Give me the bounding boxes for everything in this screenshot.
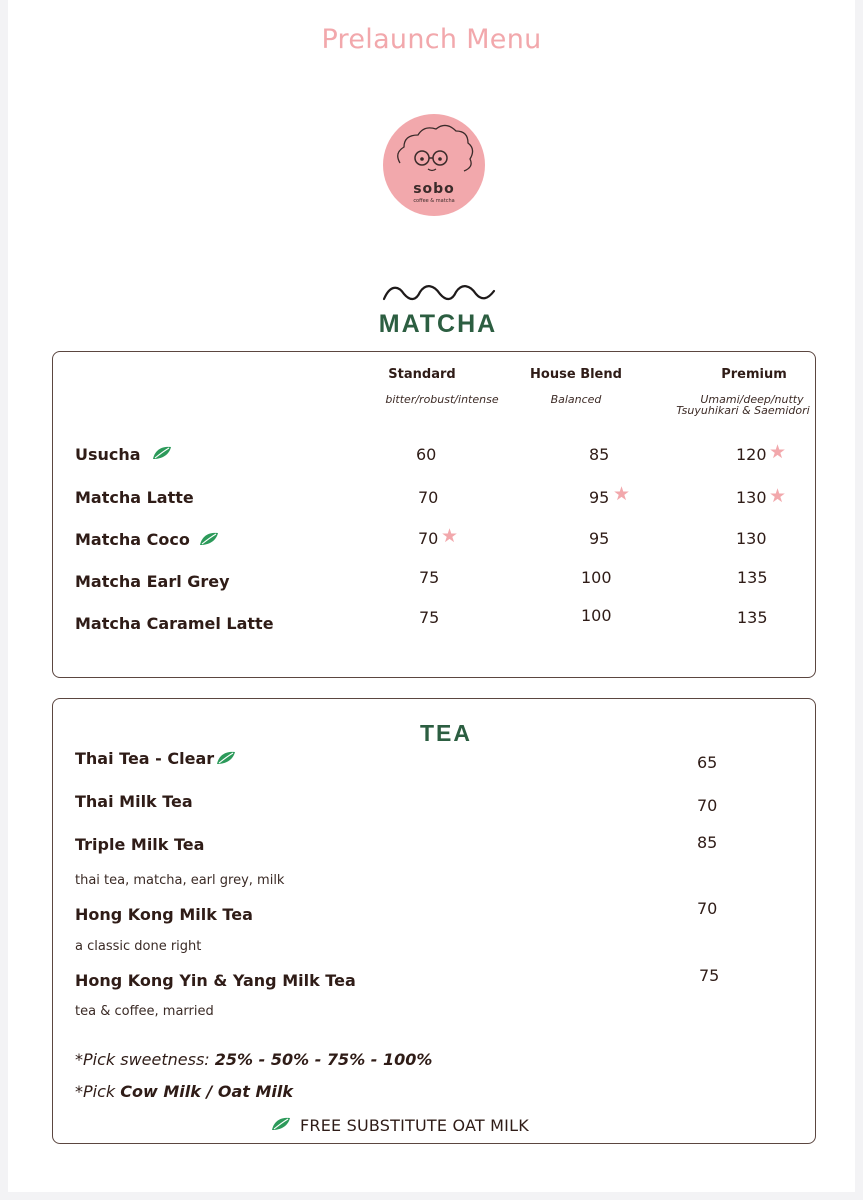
milk-note	[75, 1082, 293, 1101]
logo-text: sobo	[413, 181, 455, 197]
price-house-blend: 85	[589, 445, 610, 464]
leaf-icon	[271, 1117, 291, 1131]
tea-item-desc: a classic done right	[75, 939, 202, 954]
milk-options: Cow Milk / Oat Milk	[120, 1082, 293, 1101]
tea-item-desc: tea & coffee, married	[75, 1004, 214, 1019]
tea-price: 85	[697, 833, 718, 852]
price-standard: 70	[418, 488, 439, 507]
price-premium: 130	[736, 488, 767, 507]
price-house-blend: 100	[581, 568, 612, 587]
price-premium: 135	[737, 608, 768, 627]
price-premium: 130	[736, 529, 767, 548]
matcha-item-name: Matcha Coco	[75, 530, 190, 549]
leaf-icon	[152, 446, 172, 460]
price-house-blend: 95	[589, 488, 610, 507]
tea-heading: TEA	[420, 720, 472, 746]
price-house-blend: 95	[589, 529, 610, 548]
tea-item-name: Hong Kong Yin & Yang Milk Tea	[75, 971, 356, 990]
col-house-blend-sub: Balanced	[550, 393, 602, 406]
price-standard: 60	[416, 445, 437, 464]
matcha-heading: MATCHA	[378, 310, 498, 338]
leaf-icon	[199, 532, 219, 546]
price-standard: 70	[418, 529, 439, 548]
matcha-item-name: Matcha Caramel Latte	[75, 614, 274, 633]
price-premium: 120	[736, 445, 767, 464]
tea-price: 75	[699, 966, 720, 985]
tea-item-name: Triple Milk Tea	[75, 835, 205, 854]
price-premium: 135	[737, 568, 768, 587]
price-standard: 75	[419, 608, 440, 627]
col-premium-sub: Umami/deep/nutty	[700, 393, 804, 406]
tea-item-name: Thai Tea - Clear	[75, 749, 215, 768]
tea-item-name: Thai Milk Tea	[75, 792, 193, 811]
leaf-icon	[216, 751, 236, 765]
col-standard-sub: bitter/robust/intense	[385, 393, 499, 406]
price-house-blend: 100	[581, 606, 612, 625]
matcha-item-name: Matcha Latte	[75, 488, 194, 507]
col-premium-sub2: Tsuyuhikari & Saemidori	[676, 404, 810, 417]
tea-price: 65	[697, 753, 718, 772]
sweetness-options: 25% - 50% - 75% - 100%	[214, 1050, 433, 1069]
tea-item-name: Hong Kong Milk Tea	[75, 905, 253, 924]
col-standard: Standard	[388, 367, 456, 382]
price-standard: 75	[419, 568, 440, 587]
tea-item-desc: thai tea, matcha, earl grey, milk	[75, 873, 285, 888]
star-icon: ★	[769, 441, 787, 463]
matcha-item-name: Usucha	[75, 445, 141, 464]
col-house-blend: House Blend	[530, 367, 622, 382]
col-premium: Premium	[721, 367, 787, 382]
logo-tagline: coffee & matcha	[413, 198, 455, 204]
free-oat-milk-note: FREE SUBSTITUTE OAT MILK	[300, 1116, 529, 1135]
tea-price: 70	[697, 796, 718, 815]
milk-prefix: *Pick	[75, 1082, 121, 1101]
tea-price: 70	[697, 899, 718, 918]
star-icon: ★	[613, 483, 631, 505]
page-title: Prelaunch Menu	[321, 24, 542, 55]
sweetness-note	[75, 1050, 432, 1069]
sweetness-prefix: *Pick sweetness:	[75, 1050, 215, 1069]
wave-divider-icon	[382, 283, 496, 307]
matcha-item-name: Matcha Earl Grey	[75, 572, 230, 591]
star-icon: ★	[441, 525, 459, 547]
star-icon: ★	[769, 485, 787, 507]
